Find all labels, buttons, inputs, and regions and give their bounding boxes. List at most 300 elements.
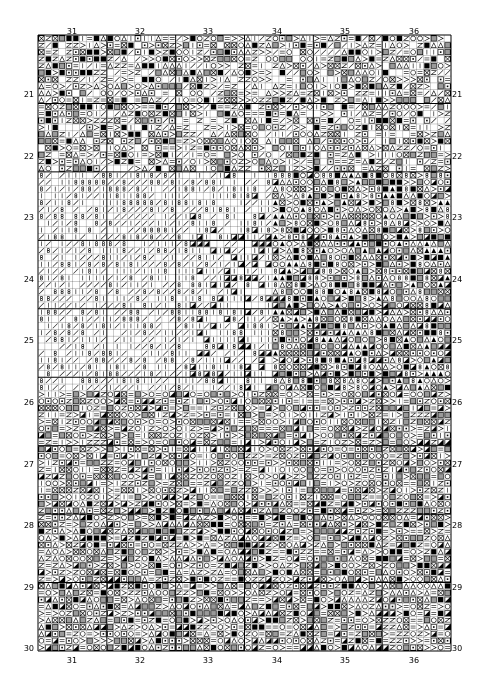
stitch-symbol-circle — [328, 221, 333, 226]
stitch-symbol-crossed-box — [211, 611, 216, 616]
stitch-symbol-digit-eight — [371, 331, 373, 335]
stitch-symbol-slash — [149, 262, 154, 267]
stitch-symbol-half-square — [280, 474, 285, 479]
stitch-symbol-square-dot — [59, 515, 64, 520]
stitch-symbol-circle — [404, 570, 409, 575]
stitch-symbol-x-box — [149, 563, 154, 568]
stitch-symbol-crossed-box — [445, 337, 450, 342]
stitch-symbol-x-box — [101, 577, 106, 582]
stitch-symbol-slash — [411, 146, 416, 151]
stitch-symbol-zigzag-z — [67, 399, 72, 403]
stitch-symbol-equals — [266, 428, 271, 430]
stitch-symbol-equals — [115, 489, 120, 491]
stitch-symbol-zigzag-z — [273, 557, 278, 561]
stitch-symbol-slash — [225, 262, 230, 267]
stitch-symbol-arrow-right — [363, 193, 368, 198]
stitch-symbol-arrow-right — [108, 399, 113, 404]
stitch-symbol-half-square — [211, 248, 216, 253]
stitch-symbol-slash — [108, 289, 113, 294]
stitch-symbol-digit-eight — [95, 221, 97, 225]
stitch-symbol-circle — [287, 241, 292, 246]
stitch-symbol-triangle — [376, 296, 381, 301]
stitch-symbol-triangle-outline — [390, 146, 395, 151]
stitch-symbol-crossed-box — [404, 316, 409, 321]
stitch-symbol-arrow-right — [445, 378, 450, 383]
stitch-symbol-circle — [404, 440, 409, 445]
stitch-symbol-slash — [218, 228, 223, 233]
stitch-symbol-half-square — [238, 234, 243, 239]
stitch-symbol-digit-eight — [164, 248, 166, 252]
stitch-symbol-digit-eight — [233, 310, 235, 314]
stitch-symbol-half-square — [225, 611, 230, 616]
stitch-symbol-digit-eight — [212, 296, 214, 300]
stitch-symbol-slash — [94, 330, 99, 335]
stitch-symbol-filled-square — [108, 604, 113, 609]
stitch-symbol-arrow-right — [211, 399, 216, 404]
stitch-symbol-slash — [122, 330, 127, 335]
stitch-symbol-circle — [266, 152, 271, 157]
stitch-symbol-digit-eight — [288, 378, 290, 382]
stitch-symbol-zigzag-z — [280, 125, 285, 129]
stitch-symbol-half-square — [424, 234, 429, 239]
stitch-symbol-equals — [135, 441, 140, 443]
stitch-symbol-filled-square — [128, 618, 133, 623]
stitch-symbol-crossed-box — [328, 529, 333, 534]
stitch-symbol-crossed-box — [273, 43, 278, 48]
stitch-symbol-x-box — [369, 563, 374, 568]
stitch-symbol-slash — [67, 248, 72, 253]
stitch-symbol-filled-square — [190, 36, 195, 41]
stitch-symbol-crossed-box — [397, 282, 402, 287]
stitch-symbol-equals — [197, 441, 202, 443]
stitch-symbol-x-box — [273, 392, 278, 397]
stitch-symbol-half-square — [383, 303, 388, 308]
stitch-symbol-square-dot — [369, 118, 374, 123]
stitch-symbol-triangle — [342, 330, 347, 335]
stitch-symbol-circle — [376, 481, 381, 486]
stitch-symbol-half-square — [349, 426, 354, 431]
stitch-symbol-arrow-right — [349, 180, 354, 185]
stitch-symbol-filled-square — [170, 508, 175, 513]
stitch-symbol-slash — [53, 221, 58, 226]
stitch-symbol-filled-square — [80, 104, 85, 109]
stitch-symbol-crossed-box — [59, 590, 64, 595]
stitch-symbol-half-square — [115, 399, 120, 404]
stitch-symbol-slash — [135, 228, 140, 233]
stitch-symbol-arrow-right — [321, 111, 326, 116]
stitch-symbol-equals — [287, 78, 292, 80]
stitch-symbol-arrow-right — [411, 460, 416, 465]
stitch-symbol-arrow-right — [287, 200, 292, 205]
stitch-symbol-equals — [411, 517, 416, 519]
stitch-symbol-crossed-box — [273, 344, 278, 349]
stitch-symbol-zigzag-z — [369, 43, 374, 47]
stitch-symbol-zigzag-z — [383, 536, 388, 540]
stitch-symbol-x-box — [438, 590, 443, 595]
stitch-symbol-slash — [170, 173, 175, 178]
stitch-symbol-triangle-outline — [232, 70, 237, 75]
stitch-symbol-crossed-box — [417, 214, 422, 219]
stitch-symbol-triangle-outline — [342, 597, 347, 602]
stitch-symbol-slash — [190, 63, 195, 68]
stitch-symbol-square-dot — [342, 549, 347, 554]
stitch-symbol-circle — [232, 556, 237, 561]
stitch-symbol-filled-square — [280, 207, 285, 212]
stitch-symbol-arrow-right — [328, 303, 333, 308]
stitch-symbol-x-box — [307, 221, 312, 226]
stitch-symbol-digit-eight — [95, 310, 97, 314]
stitch-symbol-half-square — [142, 474, 147, 479]
stitch-symbol-zigzag-z — [321, 413, 326, 417]
stitch-symbol-circle — [246, 577, 251, 582]
stitch-symbol-crossed-box — [300, 70, 305, 75]
stitch-symbol-slash — [39, 269, 44, 274]
stitch-symbol-circle — [218, 625, 223, 630]
stitch-symbol-x-box — [266, 392, 271, 397]
stitch-symbol-triangle-outline — [376, 104, 381, 109]
stitch-symbol-square-dot — [342, 275, 347, 280]
stitch-symbol-arrow-right — [328, 200, 333, 205]
stitch-symbol-digit-eight — [412, 378, 414, 382]
stitch-symbol-equals — [356, 161, 361, 163]
stitch-symbol-circle — [294, 467, 299, 472]
stitch-symbol-triangle — [390, 187, 395, 192]
stitch-symbol-arrow-right — [211, 433, 216, 438]
stitch-symbol-equals — [67, 523, 72, 525]
stitch-symbol-digit-eight — [323, 173, 325, 177]
stitch-symbol-x-box — [349, 433, 354, 438]
stitch-symbol-circle — [411, 549, 416, 554]
stitch-symbol-filled-square — [156, 508, 161, 513]
stitch-symbol-square-dot — [417, 453, 422, 458]
stitch-symbol-crossed-box — [397, 563, 402, 568]
stitch-symbol-zigzag-z — [94, 440, 99, 444]
stitch-symbol-digit-eight — [281, 290, 283, 294]
stitch-symbol-triangle — [273, 276, 278, 281]
stitch-symbol-triangle-outline — [321, 180, 326, 185]
stitch-symbol-x-box — [431, 577, 436, 582]
stitch-symbol-x-box — [328, 91, 333, 96]
stitch-symbol-square-dot — [176, 467, 181, 472]
stitch-symbol-crossed-box — [355, 371, 360, 376]
stitch-symbol-crossed-box — [197, 590, 202, 595]
stitch-symbol-x-box — [80, 49, 85, 54]
stitch-symbol-square-dot — [321, 351, 326, 356]
stitch-symbol-arrow-right — [60, 542, 65, 547]
stitch-symbol-square-dot — [211, 618, 216, 623]
stitch-symbol-half-square — [232, 255, 237, 260]
stitch-symbol-digit-eight — [130, 201, 132, 205]
stitch-symbol-x-box — [300, 494, 305, 499]
stitch-symbol-slash — [438, 91, 443, 96]
stitch-symbol-x-box — [59, 501, 64, 506]
stitch-symbol-zigzag-z — [225, 461, 230, 465]
stitch-symbol-crossed-box — [218, 49, 223, 54]
stitch-symbol-slash — [142, 296, 147, 301]
stitch-symbol-triangle — [328, 337, 333, 342]
stitch-symbol-x-box — [404, 351, 409, 356]
stitch-symbol-crossed-box — [183, 43, 188, 48]
stitch-symbol-slash — [184, 180, 189, 185]
stitch-symbol-slash — [184, 228, 189, 233]
stitch-symbol-triangle-outline — [246, 536, 251, 541]
stitch-symbol-arrow-right — [376, 200, 381, 205]
stitch-symbol-crossed-box — [142, 453, 147, 458]
stitch-symbol-filled-square — [225, 529, 230, 534]
stitch-symbol-slash — [197, 207, 202, 212]
stitch-symbol-arrow-right — [431, 460, 436, 465]
stitch-symbol-square-dot — [328, 515, 333, 520]
stitch-symbol-arrow-right — [294, 447, 299, 452]
stitch-symbol-square-dot — [176, 549, 181, 554]
stitch-symbol-circle — [280, 625, 285, 630]
stitch-symbol-arrow-right — [259, 488, 264, 493]
stitch-symbol-filled-square — [431, 570, 436, 575]
stitch-symbol-slash — [101, 303, 106, 308]
stitch-symbol-half-square — [349, 549, 354, 554]
stitch-symbol-slash — [232, 248, 237, 253]
stitch-symbol-equals — [335, 462, 340, 464]
stitch-symbol-half-square — [101, 529, 106, 534]
stitch-symbol-circle — [301, 611, 306, 616]
stitch-symbol-arrow-right — [301, 474, 306, 479]
stitch-symbol-circle — [101, 399, 106, 404]
stitch-symbol-square-dot — [438, 460, 443, 465]
stitch-symbol-half-square — [170, 494, 175, 499]
stitch-symbol-crossed-box — [197, 419, 202, 424]
stitch-symbol-arrow-right — [211, 625, 216, 630]
stitch-symbol-arrow-right — [335, 399, 340, 404]
stitch-symbol-arrow-right — [135, 474, 140, 479]
stitch-symbol-equals — [225, 85, 230, 87]
stitch-symbol-slash — [156, 317, 161, 322]
stitch-symbol-arrow-right — [294, 159, 299, 164]
stitch-symbol-crossed-box — [342, 221, 347, 226]
stitch-symbol-triangle-outline — [53, 597, 58, 602]
stitch-symbol-arrow-right — [376, 440, 381, 445]
stitch-symbol-equals — [266, 455, 271, 457]
stitch-symbol-arrow-right — [424, 36, 429, 41]
stitch-symbol-slash — [211, 173, 216, 178]
stitch-symbol-circle — [239, 529, 244, 534]
stitch-symbol-circle — [335, 440, 340, 445]
stitch-symbol-arrow-right — [418, 371, 423, 376]
stitch-symbol-half-square — [431, 316, 436, 321]
stitch-symbol-crossed-box — [66, 405, 71, 410]
stitch-symbol-half-square — [445, 344, 450, 349]
stitch-symbol-digit-eight — [385, 221, 387, 225]
stitch-symbol-arrow-right — [280, 419, 285, 424]
stitch-symbol-filled-square — [121, 549, 126, 554]
stitch-symbol-circle — [129, 474, 134, 479]
stitch-symbol-slash — [60, 330, 65, 335]
stitch-symbol-filled-square — [163, 570, 168, 575]
stitch-symbol-zigzag-z — [418, 153, 423, 157]
stitch-symbol-slash — [239, 351, 244, 356]
stitch-symbol-equals — [149, 571, 154, 573]
stitch-symbol-crossed-box — [87, 392, 92, 397]
stitch-symbol-square-dot — [273, 337, 278, 342]
stitch-symbol-square-dot — [314, 405, 319, 410]
stitch-symbol-arrow-right — [73, 412, 78, 417]
stitch-symbol-crossed-box — [362, 392, 367, 397]
stitch-symbol-zigzag-z — [94, 119, 99, 123]
stitch-symbol-crossed-box — [176, 70, 181, 75]
stitch-symbol-triangle-outline — [342, 214, 347, 219]
stitch-symbol-equals — [156, 421, 161, 423]
stitch-symbol-triangle-outline — [225, 139, 230, 144]
stitch-symbol-circle — [307, 132, 312, 137]
stitch-symbol-equals — [170, 37, 175, 39]
stitch-symbol-triangle-outline — [149, 590, 154, 595]
stitch-symbol-half-square — [293, 426, 298, 431]
stitch-symbol-x-box — [66, 542, 71, 547]
stitch-symbol-x-box — [349, 214, 354, 219]
stitch-symbol-square-dot — [59, 399, 64, 404]
stitch-symbol-digit-eight — [178, 310, 180, 314]
stitch-symbol-circle — [438, 180, 443, 185]
stitch-symbol-arrow-right — [128, 563, 133, 568]
stitch-symbol-arrow-right — [349, 481, 354, 486]
stitch-symbol-crossed-box — [87, 426, 92, 431]
stitch-symbol-arrow-right — [280, 159, 285, 164]
stitch-symbol-triangle-outline — [266, 508, 271, 513]
stitch-symbol-arrow-right — [411, 454, 416, 459]
stitch-symbol-filled-square — [156, 583, 161, 588]
stitch-symbol-circle — [122, 412, 127, 417]
stitch-symbol-slash — [142, 282, 147, 287]
stitch-symbol-zigzag-z — [101, 557, 106, 561]
stitch-symbol-square-dot — [128, 446, 133, 451]
stitch-symbol-arrow-right — [411, 488, 416, 493]
stitch-symbol-arrow-right — [184, 36, 189, 41]
stitch-symbol-slash — [73, 132, 78, 137]
stitch-symbol-arrow-right — [369, 549, 374, 554]
stitch-symbol-crossed-box — [73, 166, 78, 171]
stitch-symbol-half-square — [287, 385, 292, 390]
stitch-symbol-crossed-box — [349, 56, 354, 61]
stitch-symbol-arrow-right — [67, 529, 72, 534]
stitch-symbol-circle — [349, 269, 354, 274]
stitch-symbol-triangle-outline — [170, 556, 175, 561]
stitch-symbol-x-box — [80, 446, 85, 451]
stitch-symbol-filled-square — [321, 43, 326, 48]
stitch-symbol-arrow-right — [142, 631, 147, 636]
stitch-symbol-arrow-right — [314, 433, 319, 438]
stitch-symbol-x-box — [190, 419, 195, 424]
stitch-symbol-filled-square — [238, 542, 243, 547]
stitch-symbol-crossed-box — [108, 405, 113, 410]
stitch-symbol-circle — [156, 57, 161, 62]
stitch-symbol-x-box — [238, 508, 243, 513]
stitch-symbol-slash — [128, 118, 133, 123]
stitch-symbol-triangle-outline — [232, 536, 237, 541]
stitch-symbol-square-dot — [197, 604, 202, 609]
stitch-symbol-square-dot — [342, 522, 347, 527]
stitch-symbol-arrow-right — [418, 447, 423, 452]
stitch-symbol-x-box — [293, 138, 298, 143]
stitch-symbol-slash — [170, 248, 175, 253]
stitch-symbol-slash — [87, 296, 92, 301]
stitch-symbol-slash — [246, 262, 251, 267]
stitch-symbol-square-dot — [404, 590, 409, 595]
stitch-symbol-slash — [39, 180, 44, 185]
stitch-symbol-crossed-box — [176, 104, 181, 109]
stitch-symbol-square-dot — [355, 303, 360, 308]
stitch-symbol-filled-square — [53, 145, 58, 150]
stitch-symbol-equals — [108, 78, 113, 80]
stitch-symbol-circle — [252, 159, 257, 164]
stitch-symbol-square-dot — [328, 467, 333, 472]
stitch-symbol-triangle-outline — [294, 385, 299, 390]
stitch-symbol-circle — [280, 590, 285, 595]
stitch-symbol-zigzag-z — [287, 447, 292, 451]
stitch-symbol-digit-eight — [109, 242, 111, 246]
stitch-symbol-triangle-outline — [356, 57, 361, 62]
stitch-symbol-triangle-outline — [390, 310, 395, 315]
stitch-symbol-slash — [142, 180, 147, 185]
stitch-symbol-square-dot — [431, 508, 436, 513]
stitch-symbol-half-square — [245, 446, 250, 451]
stitch-symbol-equals — [211, 496, 216, 498]
stitch-symbol-triangle-outline — [363, 111, 368, 116]
stitch-symbol-x-box — [115, 604, 120, 609]
stitch-symbol-triangle — [404, 207, 409, 212]
stitch-symbol-slash — [404, 84, 409, 89]
stitch-symbol-arrow-right — [418, 207, 423, 212]
stitch-symbol-arrow-right — [445, 193, 450, 198]
stitch-symbol-half-square — [170, 535, 175, 540]
stitch-symbol-arrow-right — [170, 549, 175, 554]
stitch-symbol-equals — [252, 599, 257, 601]
stitch-symbol-arrow-right — [170, 584, 175, 589]
stitch-symbol-x-box — [39, 36, 44, 41]
stitch-symbol-triangle-outline — [163, 70, 168, 75]
stitch-symbol-circle — [280, 385, 285, 390]
stitch-symbol-equals — [177, 448, 182, 450]
stitch-symbol-square-dot — [252, 145, 257, 150]
stitch-symbol-zigzag-z — [266, 543, 271, 547]
stitch-symbol-circle — [53, 84, 58, 89]
stitch-symbol-half-square — [445, 440, 450, 445]
stitch-symbol-triangle-outline — [190, 77, 195, 82]
stitch-symbol-filled-square — [59, 70, 64, 75]
stitch-symbol-circle — [149, 584, 154, 589]
stitch-symbol-x-box — [135, 118, 140, 123]
stitch-symbol-crossed-box — [314, 611, 319, 616]
stitch-symbol-slash — [232, 358, 237, 363]
stitch-symbol-half-square — [355, 200, 360, 205]
stitch-symbol-x-box — [335, 611, 340, 616]
stitch-symbol-arrow-right — [184, 563, 189, 568]
stitch-symbol-crossed-box — [238, 132, 243, 137]
stitch-symbol-slash — [438, 70, 443, 75]
stitch-symbol-square-dot — [369, 186, 374, 191]
stitch-symbol-crossed-box — [252, 522, 257, 527]
stitch-symbol-square-dot — [314, 522, 319, 527]
stitch-symbol-zigzag-z — [204, 625, 209, 629]
stitch-symbol-slash — [266, 317, 271, 322]
stitch-symbol-triangle-outline — [156, 36, 161, 41]
stitch-symbol-square-dot — [53, 522, 58, 527]
stitch-symbol-square-dot — [259, 522, 264, 527]
stitch-symbol-circle — [404, 104, 409, 109]
stitch-symbol-x-box — [390, 125, 395, 130]
stitch-symbol-crossed-box — [300, 460, 305, 465]
stitch-symbol-filled-square — [46, 70, 51, 75]
stitch-symbol-square-dot — [300, 77, 305, 82]
stitch-symbol-x-box — [245, 522, 250, 527]
